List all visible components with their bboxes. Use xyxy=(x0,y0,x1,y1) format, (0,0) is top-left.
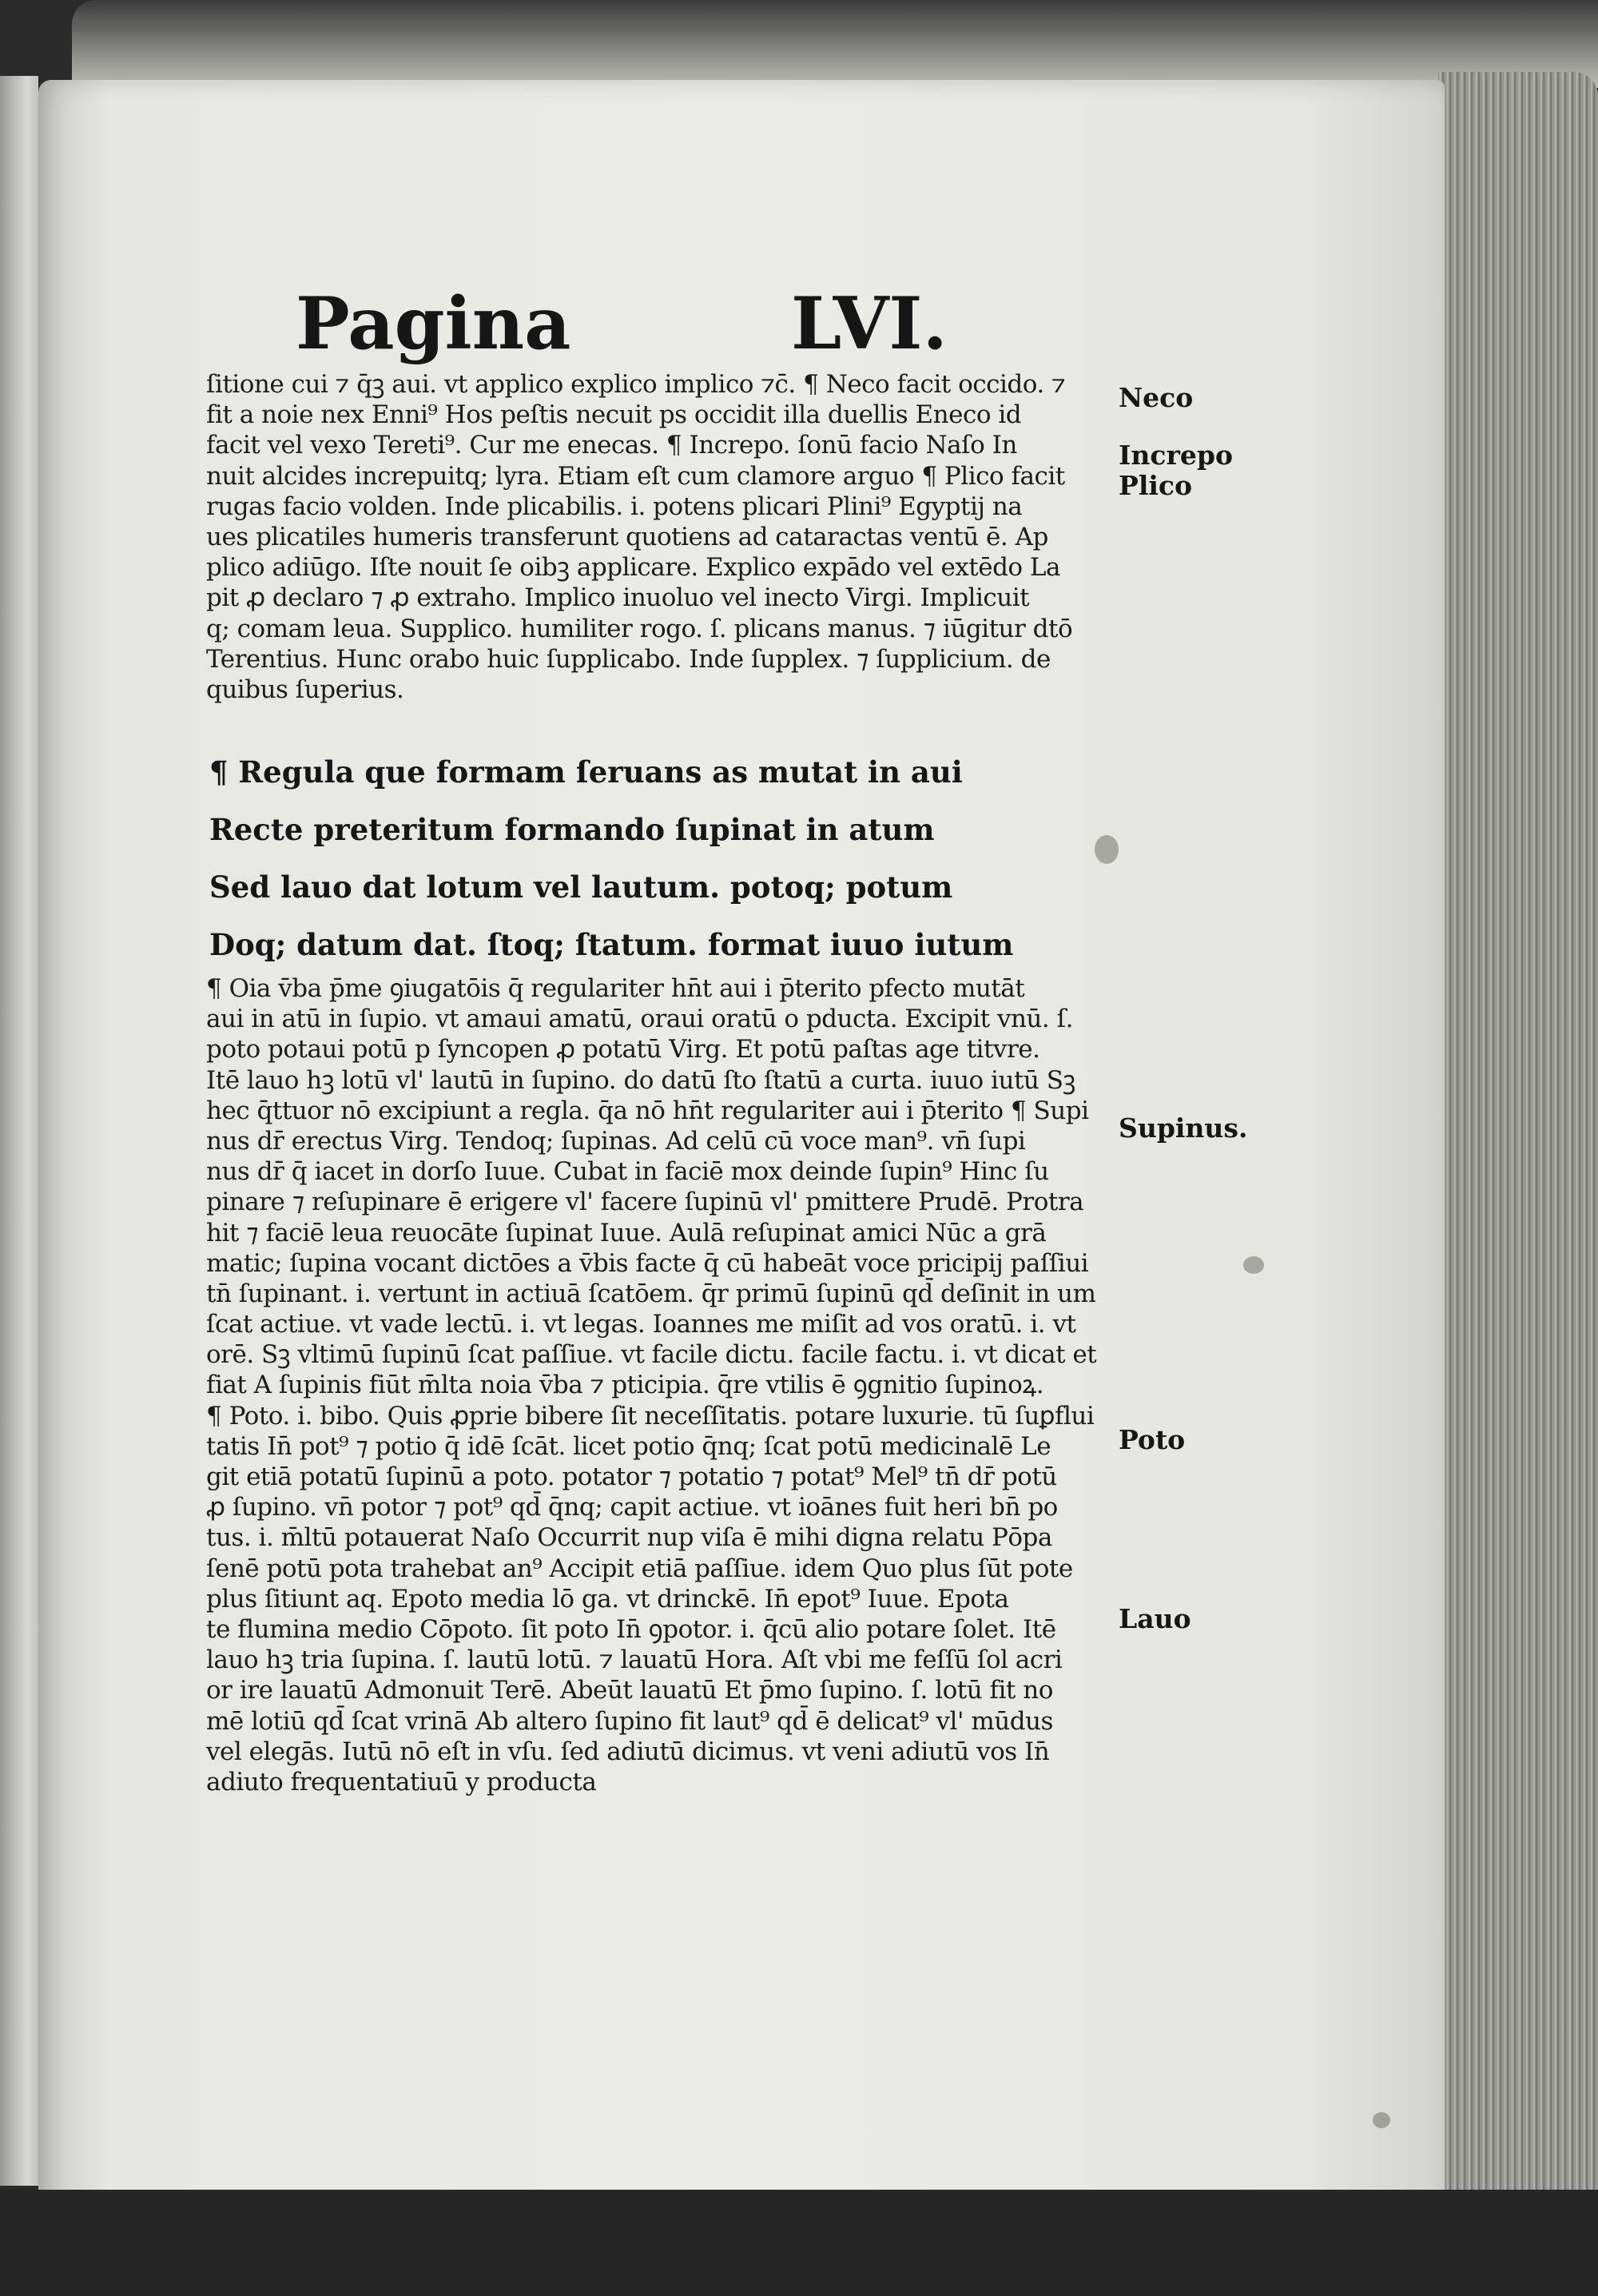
page-heading xyxy=(296,280,999,368)
verse-line: Recte preteritum formando ſupinat in atum xyxy=(209,812,935,847)
text-line: te flumina medio Cōpoto. ſit poto In̄ ꝯpotor. i. q̄cū alio potare ſolet. Itē xyxy=(206,1614,1056,1644)
margin-note-poto: Poto xyxy=(1119,1424,1186,1455)
text-line: poto potaui potū p ſyncopen ꝓ potatū Virg. Et potū paſtas age titvre. xyxy=(206,1035,1040,1064)
left-page-edge xyxy=(0,76,38,2186)
text-line: facit vel vexo Tereti⁹. Cur me enecas. ¶ Increpo. ſonū facio Naſo In xyxy=(206,431,1017,460)
text-line: aui in atū in ſupio. vt amaui amatū, oraui oratū o pducta. Excipit vnū. ſ. xyxy=(206,1005,1073,1034)
verse-line: Sed lauo dat lotum vel lautum. potoq; potum xyxy=(209,869,953,905)
text-line: ſenē potū pota trahebat an⁹ Accipit etiā paſſiue. idem Quo plus ſūt pote xyxy=(206,1554,1073,1583)
text-line: tatis In̄ pot⁹ ⁊ potio q̄ idē ſcāt. licet potio q̄nq; ſcat potū medicinalē Le xyxy=(206,1431,1051,1461)
text-line: pit ꝓ declaro ⁊ ꝓ extraho. Implico inuoluo vel inecto Virgi. Implicuit xyxy=(206,583,1030,613)
ink-stain xyxy=(1243,1256,1264,1274)
heading-word: Pagina xyxy=(296,281,571,366)
verse-line: ¶ Regula que formam ſeruans as mutat in aui xyxy=(209,754,963,790)
text-line: ſitione cui ⁊ q̄ꝫ aui. vt applico explico implico ⁊c̄. ¶ Neco facit occido. ⁊ xyxy=(206,370,1066,399)
margin-note-plico: Plico xyxy=(1119,470,1192,501)
text-line: ¶ Oia v̄ba p̄me ꝯiugatōis q̄ regulariter hn̄t aui i p̄terito pfecto mutāt xyxy=(206,974,1025,1003)
margin-note-supinus: Supinus. xyxy=(1119,1112,1248,1144)
paragraph-1 xyxy=(206,369,1109,705)
text-line: adiuto frequentatiuū y producta xyxy=(206,1767,597,1797)
book-top-edge xyxy=(72,0,1598,88)
text-line: nus dr̄ erectus Virg. Tendoq; ſupinas. Ad celū cū voce man⁹. vn̄ ſupi xyxy=(206,1126,1026,1156)
ink-stain xyxy=(1373,2112,1390,2128)
text-line: mē lotiū qd̄ ſcat vrinā Ab altero ſupino fit laut⁹ qd̄ ē delicat⁹ vl' mūdus xyxy=(206,1706,1053,1736)
text-line: q; comam leua. Supplico. humiliter rogo. ſ. plicans manus. ⁊ iūgitur dtō xyxy=(206,614,1073,643)
text-line: git etiā potatū ſupinū a poto. potator ⁊ potatio ⁊ potat⁹ Mel⁹ tn̄ dr̄ potū xyxy=(206,1462,1057,1491)
text-line: matic; ſupina vocant dictōes a v̄bis facte q̄ cū habeāt voce pricipij paſſiui xyxy=(206,1248,1089,1278)
text-line: ues plicatiles humeris transferunt quotiens ad cataractas ventū ē. Ap xyxy=(206,522,1048,551)
text-line: tn̄ ſupinant. i. vertunt in actiuā ſcatōem. q̄r primū ſupinū qd̄ deſinit in um xyxy=(206,1279,1096,1308)
text-line: fiat A ſupinis fiūt m̄lta noia v̄ba ⁊ pticipia. q̄re vtilis ē ꝯgnitio ſupinoꝝ. xyxy=(206,1371,1044,1400)
text-line: pinare ⁊ reſupinare ē erigere vl' facere ſupinū vl' pmittere Prudē. Protra xyxy=(206,1188,1084,1217)
verse-line: Doq; datum dat. ſtoq; ſtatum. format iuuo iutum xyxy=(209,927,1014,962)
text-line: ¶ Poto. i. bibo. Quis ꝓprie bibere ſit neceſſitatis. potare luxurie. tū ſuꝑflui xyxy=(206,1401,1095,1431)
paragraph-2 xyxy=(206,973,1109,1797)
text-line: lauo hꝫ tria ſupina. ſ. lautū lotū. ⁊ lauatū Hora. Aſt vbi me feſſū ſol acri xyxy=(206,1645,1063,1675)
text-line: quibus ſuperius. xyxy=(206,674,404,704)
margin-note-lauo: Lauo xyxy=(1119,1603,1191,1634)
text-line: plus ſitiunt aq. Epoto media lō ga. vt drinckē. In̄ epot⁹ Iuue. Epota xyxy=(206,1584,1009,1614)
margin-note-neco: Neco xyxy=(1119,382,1194,413)
text-line: ſcat actiue. vt vade lectū. i. vt legas. Ioannes me miſit ad vos oratū. i. vt xyxy=(206,1310,1076,1339)
text-line: orē. Sꝫ vltimū ſupinū ſcat paſſiue. vt facile dictu. facile factu. i. vt dicat et xyxy=(206,1340,1097,1370)
verse-rule xyxy=(209,743,1112,973)
text-line: vel elegās. Iutū nō eſt in vſu. ſed adiutū dicimus. vt veni adiutū vos In̄ xyxy=(206,1737,1050,1766)
text-line: or ire lauatū Admonuit Terē. Abeūt lauatū Et p̄mo ſupino. ſ. lotū fit no xyxy=(206,1676,1053,1705)
text-line: rugas facio volden. Inde plicabilis. i. potens plicari Plini⁹ Egyptij na xyxy=(206,491,1023,521)
text-line: plico adiūgo. Iſte nouit ſe oibꝫ applicare. Explico expādo vel extēdo La xyxy=(206,553,1061,583)
bottom-shadow xyxy=(0,2190,1598,2296)
fore-edge xyxy=(1438,72,1598,2230)
text-line: hit ⁊ faciē leua reuocāte ſupinat Iuue. Aulā reſupinat amici Nūc a grā xyxy=(206,1218,1047,1247)
text-line: hec q̄ttuor nō excipiunt a regla. q̄a nō hn̄t regulariter aui i p̄terito ¶ Supi xyxy=(206,1096,1089,1125)
text-line: fit a noie nex Enni⁹ Hos peſtis necuit ps occidit illa duellis Eneco id xyxy=(206,400,1022,430)
text-line: Itē lauo hꝫ lotū vl' lautū in ſupino. do datū ſto ſtatū a curta. iuuo iutū Sꝫ xyxy=(206,1065,1075,1095)
text-line: nus dr̄ q̄ iacet in dorſo Iuue. Cubat in faciē mox deinde ſupin⁹ Hinc ſu xyxy=(206,1157,1049,1187)
margin-note-increpo: Increpo xyxy=(1119,440,1233,471)
text-line: ꝓ ſupino. vn̄ potor ⁊ pot⁹ qd̄ q̄nq; capit actiue. vt ioānes fuit heri bn̄ po xyxy=(206,1493,1058,1522)
heading-numeral: LVI. xyxy=(791,281,948,366)
text-line: Terentius. Hunc orabo huic ſupplicabo. Inde ſupplex. ⁊ ſupplicium. de xyxy=(206,644,1051,674)
text-line: nuit alcides increpuitq; lyra. Etiam eſt cum clamore arguo ¶ Plico facit xyxy=(206,461,1065,491)
text-line: tus. i. m̄ltū potauerat Naſo Occurrit nup viſa ē mihi digna relatu Pōpa xyxy=(206,1523,1052,1553)
